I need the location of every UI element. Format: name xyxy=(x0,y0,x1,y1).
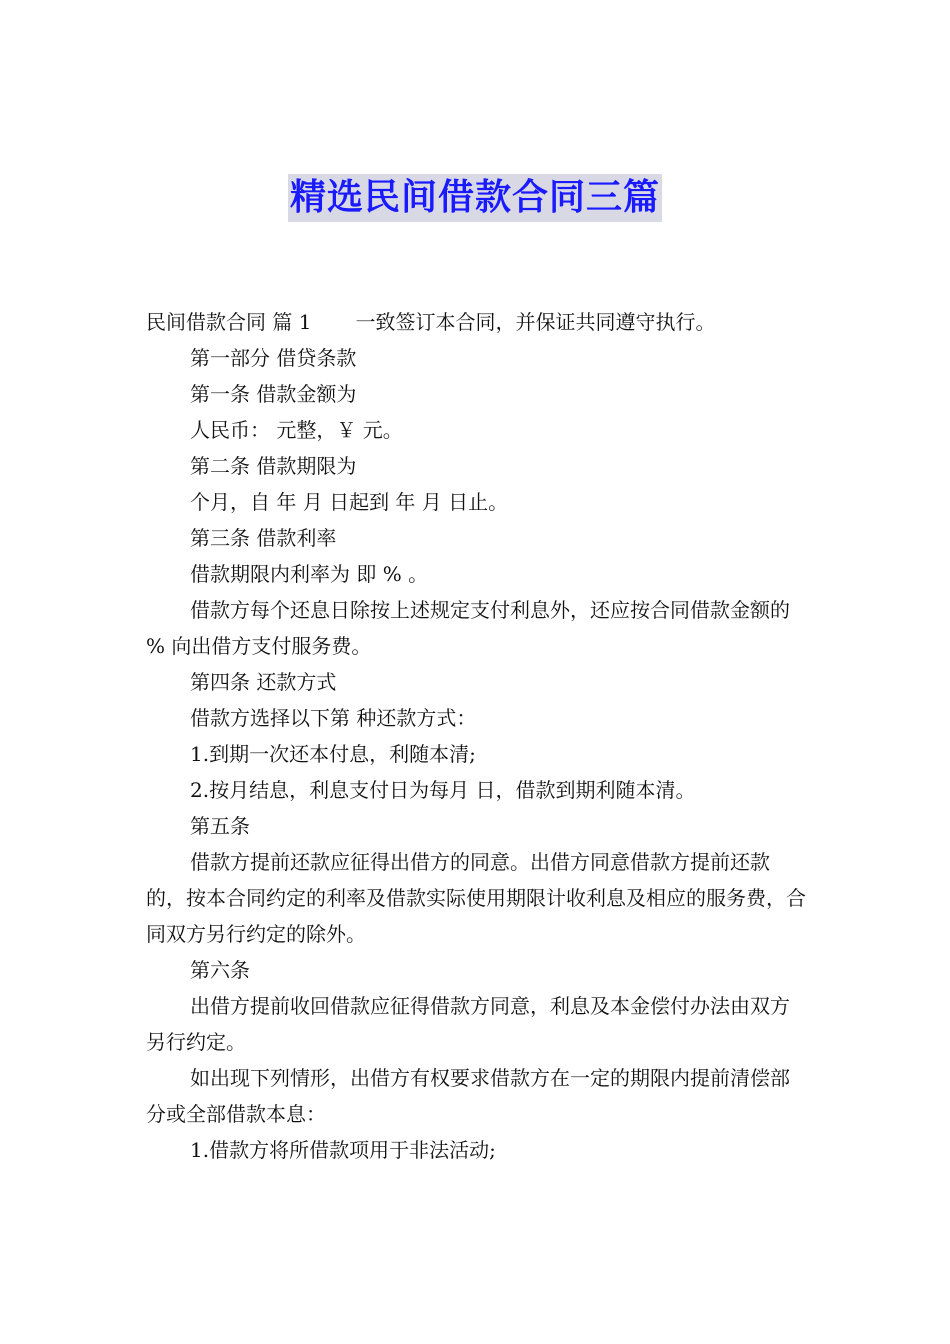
contract-heading-label: 民间借款合同 篇 1 xyxy=(146,310,312,334)
article-5-paragraph: 借款方提前还款应征得出借方的同意。出借方同意借款方提前还款的，按本合同约定的利率及借款实际使用期限计收利息及相应的服务费，合同双方另行约定的除外。 xyxy=(146,850,806,946)
article-6-title: 第六条 xyxy=(190,958,250,982)
article-4-title: 第四条 还款方式 xyxy=(190,670,337,694)
article-3-fee-paragraph: 借款方每个还息日除按上述规定支付利息外，还应按合同借款金额的 % 向出借方支付服务费。 xyxy=(146,598,790,658)
article-1-title: 第一条 借款金额为 xyxy=(190,382,357,406)
article-6-conditions-paragraph: 如出现下列情形，出借方有权要求借款方在一定的期限内提前清偿部分或全部借款本息： xyxy=(146,1066,790,1126)
document-body xyxy=(146,304,806,1168)
article-4-choice: 借款方选择以下第 种还款方式： xyxy=(190,706,477,730)
article-6-paragraph: 出借方提前收回借款应征得借款方同意，利息及本金偿付办法由双方另行约定。 xyxy=(146,994,790,1054)
article-5-title: 第五条 xyxy=(190,814,250,838)
contract-heading xyxy=(146,304,806,340)
article-3-title: 第三条 借款利率 xyxy=(190,526,337,550)
article-3-rate: 借款期限内利率为 即 % 。 xyxy=(190,562,429,586)
contract-heading-text: 一致签订本合同，并保证共同遵守执行。 xyxy=(355,310,716,334)
article-2-term: 个月，自 年 月 日起到 年 月 日止。 xyxy=(190,490,509,514)
article-1-amount: 人民币： 元整，￥ 元。 xyxy=(190,418,403,442)
article-4-option-2: 2.按月结息，利息支付日为每月 日，借款到期利随本清。 xyxy=(190,778,696,802)
article-6-condition-1: 1.借款方将所借款项用于非法活动; xyxy=(190,1138,496,1162)
article-2-title: 第二条 借款期限为 xyxy=(190,454,357,478)
section-part-one: 第一部分 借贷条款 xyxy=(190,346,357,370)
article-4-option-1: 1.到期一次还本付息，利随本清; xyxy=(190,742,476,766)
title-container xyxy=(0,174,950,222)
document-title: 精选民间借款合同三篇 xyxy=(288,174,662,222)
